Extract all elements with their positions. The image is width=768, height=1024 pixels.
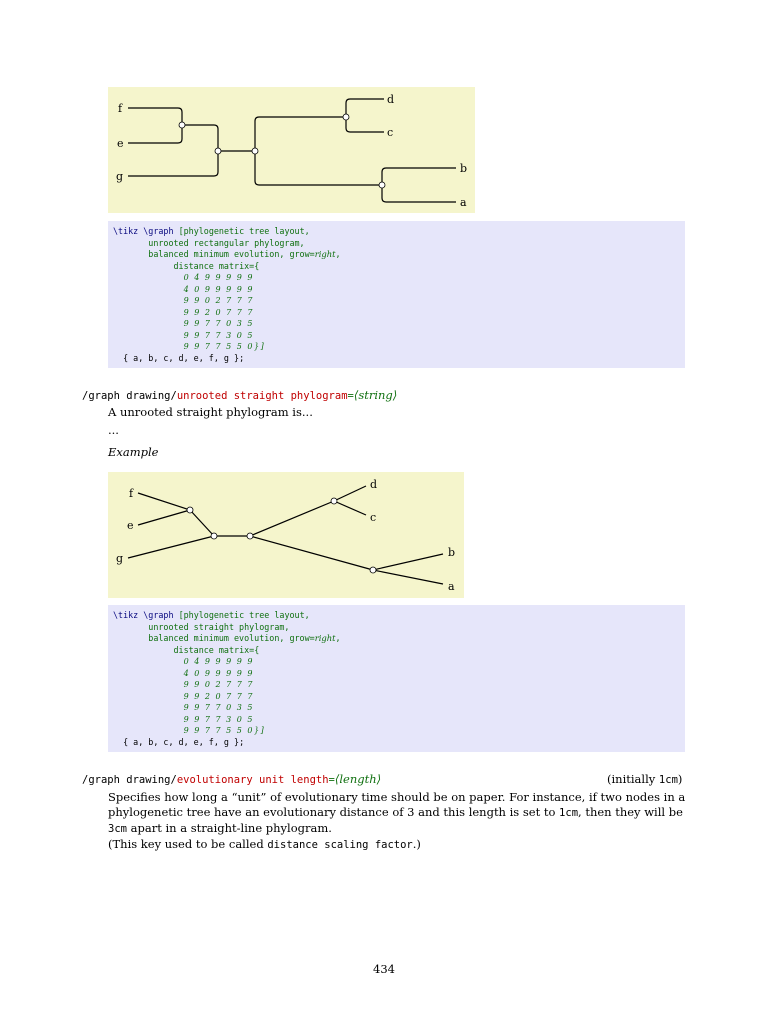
note-part: (This key used to be called xyxy=(108,837,268,851)
key2-note xyxy=(108,837,421,853)
matrix-row: 9 9 0 2 7 7 7 xyxy=(183,680,254,689)
code-line3-right: right xyxy=(314,633,336,643)
matrix-row: 4 0 9 9 9 9 9 xyxy=(183,284,254,294)
label-e: e xyxy=(127,519,134,532)
figure-straight-phylogram xyxy=(108,472,464,598)
code-line3: balanced minimum evolution, grow= xyxy=(148,249,315,259)
matrix-row: 9 9 7 7 3 0 5 xyxy=(183,330,254,340)
edge-g xyxy=(128,536,214,558)
label-g: g xyxy=(116,170,124,183)
code-block xyxy=(113,610,341,748)
label-e: e xyxy=(117,137,124,150)
edge-g xyxy=(128,151,218,176)
key-arg: ⟨length⟩ xyxy=(334,772,382,786)
page-number: 434 xyxy=(373,962,395,976)
edge-d xyxy=(346,99,384,117)
key2-description xyxy=(108,790,688,837)
key-name: evolutionary unit length xyxy=(176,774,329,786)
key-unrooted-straight-phylogram xyxy=(82,388,397,402)
inner-node xyxy=(247,533,253,539)
inner-node xyxy=(179,122,185,128)
key-eq: = xyxy=(347,390,354,402)
edge-f xyxy=(138,493,190,510)
matrix-row: 9 9 7 7 0 3 5 xyxy=(183,703,254,712)
edge-a xyxy=(382,185,456,202)
label-g: g xyxy=(116,552,124,565)
matrix-row: 9 9 7 7 5 5 0}] xyxy=(183,726,266,735)
key-initial-value xyxy=(607,772,682,786)
code-example-2 xyxy=(108,605,685,752)
edge-c xyxy=(346,117,384,132)
key-name: unrooted straight phylogram xyxy=(176,390,348,402)
desc-code: 1cm xyxy=(559,807,579,819)
inner-node xyxy=(331,498,337,504)
edge-dc xyxy=(250,501,334,536)
code-line2: unrooted straight phylogram, xyxy=(148,621,290,632)
edge-b xyxy=(382,168,456,185)
label-b: b xyxy=(448,546,456,559)
inner-node xyxy=(252,148,258,154)
label-f: f xyxy=(118,102,123,115)
initially-value: 1cm xyxy=(658,774,678,786)
label-a: a xyxy=(460,196,467,209)
matrix-row: 9 9 2 0 7 7 7 xyxy=(183,307,254,317)
key1-description: A unrooted straight phylogram is... xyxy=(108,405,313,419)
code-example-1 xyxy=(108,221,685,368)
label-c: c xyxy=(370,511,377,524)
code-tikz: \tikz xyxy=(113,610,139,620)
code-block xyxy=(113,226,341,364)
inner-node xyxy=(211,533,217,539)
inner-node xyxy=(215,148,221,154)
code-line4: distance matrix={ xyxy=(173,260,260,271)
figure-rectangular-phylogram xyxy=(108,87,475,213)
edge-fe xyxy=(190,510,214,536)
edge-f xyxy=(128,108,182,125)
code-graph: \graph xyxy=(143,226,174,236)
matrix-row: 9 9 2 0 7 7 7 xyxy=(183,691,254,701)
edge-ba xyxy=(255,151,382,185)
code-graph: \graph xyxy=(143,610,174,620)
code-line1: [phylogenetic tree layout, xyxy=(178,610,310,620)
matrix-row: 0 4 9 9 9 9 9 xyxy=(183,657,254,666)
edge-d xyxy=(334,486,366,501)
code-line1: [phylogenetic tree layout, xyxy=(178,226,310,236)
edge-fe xyxy=(182,125,218,151)
example-label: Example xyxy=(108,445,159,459)
initially-text: (initially xyxy=(607,772,659,786)
inner-node xyxy=(379,182,385,188)
label-d: d xyxy=(387,93,395,106)
matrix-row: 0 4 9 9 9 9 9 xyxy=(183,273,254,282)
label-d: d xyxy=(370,478,378,491)
note-code: distance scaling factor xyxy=(267,839,413,851)
matrix-row: 9 9 7 7 5 5 0}] xyxy=(183,342,266,351)
key-evolutionary-unit-length xyxy=(82,772,381,786)
matrix-row: 9 9 7 7 3 0 5 xyxy=(183,714,254,724)
code-line3-right: right xyxy=(314,249,336,259)
rectangular-phylogram-diagram xyxy=(108,87,475,213)
edge-e xyxy=(138,510,190,525)
code-tikz: \tikz xyxy=(113,226,139,236)
code-line3-comma: , xyxy=(335,633,341,643)
code-line4: distance matrix={ xyxy=(173,644,260,655)
code-line3: balanced minimum evolution, grow= xyxy=(148,633,315,643)
note-part: .) xyxy=(412,837,421,851)
desc-code: 3cm xyxy=(108,823,127,835)
label-f: f xyxy=(129,487,134,500)
inner-node xyxy=(187,507,193,513)
matrix-row: 9 9 7 7 0 3 5 xyxy=(183,319,254,328)
edge-c xyxy=(334,501,366,515)
key-arg: ⟨string⟩ xyxy=(353,388,398,402)
edge-dc xyxy=(255,117,346,151)
label-a: a xyxy=(448,580,455,593)
code-line3-comma: , xyxy=(335,249,341,259)
inner-node xyxy=(343,114,349,120)
edge-ba xyxy=(250,536,373,570)
matrix-row: 9 9 0 2 7 7 7 xyxy=(183,296,254,305)
edge-e xyxy=(128,125,182,143)
edge-a xyxy=(373,570,443,584)
code-line2: unrooted rectangular phylogram, xyxy=(148,237,305,248)
desc-part: Specifies how long a “unit” of evolutionary time should be on paper. For instance, if two nodes in a phylogenetic tree have an evolutionary distance of 3 and this length is set to xyxy=(108,790,686,819)
desc-part: apart in a straight-line phylogram. xyxy=(126,821,332,835)
label-c: c xyxy=(387,126,394,139)
key1-ellipsis: ... xyxy=(108,423,119,437)
matrix-row: 4 0 9 9 9 9 9 xyxy=(183,668,254,678)
key-prefix: /graph drawing/ xyxy=(82,390,177,402)
inner-node xyxy=(370,567,376,573)
desc-part: , then they will be xyxy=(578,805,683,819)
edge-b xyxy=(373,554,443,570)
label-b: b xyxy=(460,162,468,175)
straight-phylogram-diagram xyxy=(108,472,464,598)
key-prefix: /graph drawing/ xyxy=(82,774,177,786)
code-nodes-line: { a, b, c, d, e, f, g }; xyxy=(123,352,245,363)
code-nodes-line: { a, b, c, d, e, f, g }; xyxy=(123,736,245,747)
key-eq: = xyxy=(328,774,335,786)
initially-close: ) xyxy=(677,772,683,786)
